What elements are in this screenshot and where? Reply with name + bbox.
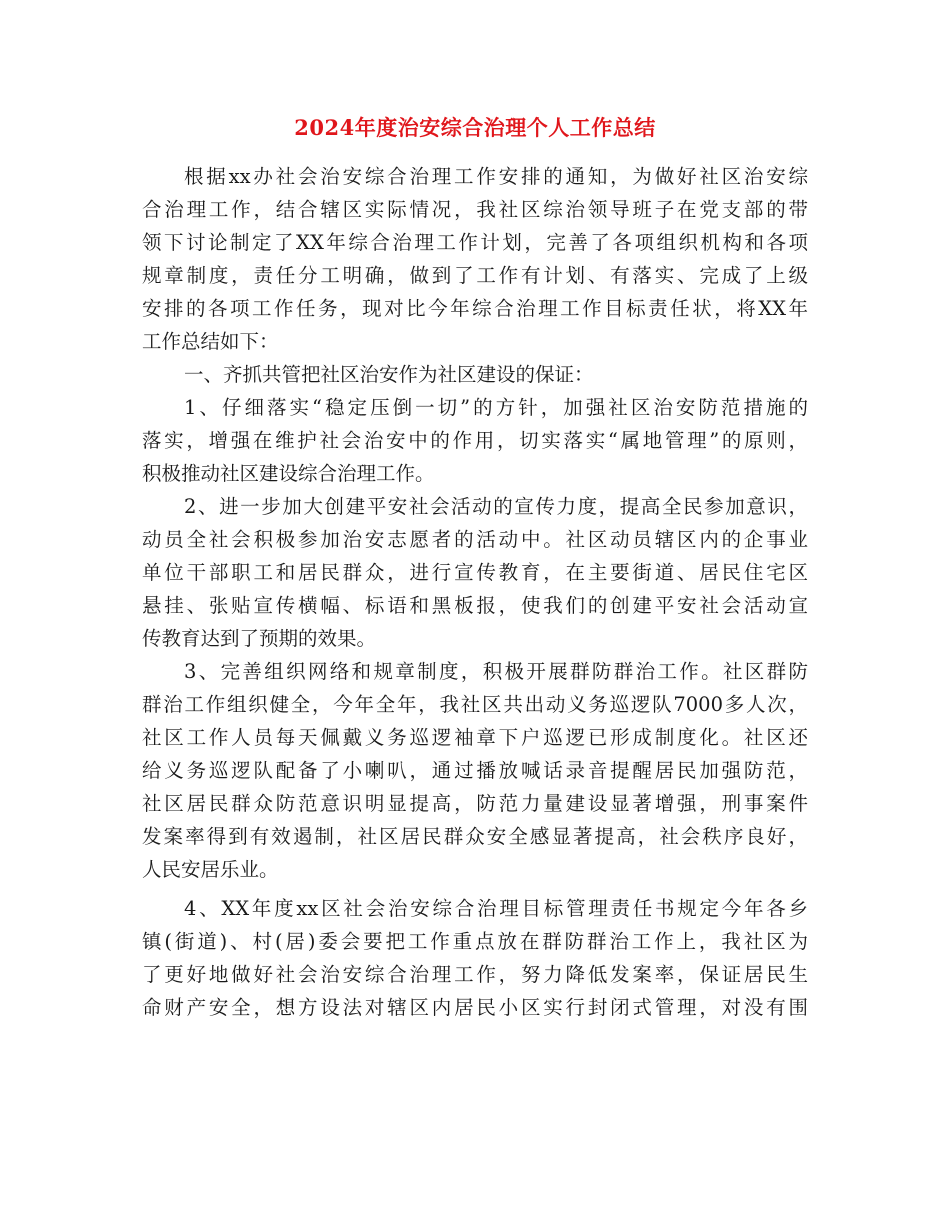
body-line: 传教育达到了预期的效果。	[142, 627, 377, 650]
body-line: 4、XX年度xx区社会治安综合治理目标管理责任书规定今年各乡	[184, 897, 808, 920]
body-line: 人民安居乐业。	[142, 858, 279, 881]
body-line: 单位干部职工和居民群众，进行宣传教育，在主要街道、居民住宅区	[142, 561, 808, 584]
body-line: 群治工作组织健全，今年全年，我社区共出动义务巡逻队7000多人次，	[142, 693, 808, 716]
body-line: 3、完善组织网络和规章制度，积极开展群防群治工作。社区群防	[184, 660, 808, 683]
body-line: 给义务巡逻队配备了小喇叭，通过播放喊话录音提醒居民加强防范，	[142, 759, 808, 782]
document-title: 2024年度治安综合治理个人工作总结	[294, 115, 656, 140]
body-line: 工作总结如下：	[142, 330, 279, 353]
document-body	[142, 160, 808, 1024]
body-line: 落实，增强在维护社会治安中的作用，切实落实“属地管理”的原则，	[142, 429, 808, 452]
body-line: 根据xx办社会治安综合治理工作安排的通知，为做好社区治安综	[184, 165, 808, 188]
body-line: 命财产安全，想方设法对辖区内居民小区实行封闭式管理，对没有围	[142, 996, 808, 1019]
body-line: 了更好地做好社会治安综合治理工作，努力降低发案率，保证居民生	[142, 963, 808, 986]
body-line: 动员全社会积极参加治安志愿者的活动中。社区动员辖区内的企事业	[142, 528, 808, 551]
body-line: 发案率得到有效遏制，社区居民群众安全感显著提高，社会秩序良好，	[142, 825, 808, 848]
body-line: 合治理工作，结合辖区实际情况，我社区综治领导班子在党支部的带	[142, 198, 808, 221]
body-line: 社区居民群众防范意识明显提高，防范力量建设显著增强，刑事案件	[142, 792, 808, 815]
body-line: 镇(街道)、村(居)委会要把工作重点放在群防群治工作上，我社区为	[142, 930, 808, 953]
body-line: 积极推动社区建设综合治理工作。	[142, 462, 435, 485]
body-line: 1、仔细落实“稳定压倒一切”的方针，加强社区治安防范措施的	[184, 396, 808, 419]
body-line: 悬挂、张贴宣传横幅、标语和黑板报，使我们的创建平安社会活动宣	[142, 594, 808, 617]
body-line: 规章制度，责任分工明确，做到了工作有计划、有落实、完成了上级	[142, 264, 808, 287]
body-line: 领下讨论制定了XX年综合治理工作计划，完善了各项组织机构和各项	[142, 231, 808, 254]
section-heading: 一、齐抓共管把社区治安作为社区建设的保证：	[184, 363, 594, 386]
body-line: 社区工作人员每天佩戴义务巡逻袖章下户巡逻已形成制度化。社区还	[142, 726, 808, 749]
body-line: 安排的各项工作任务，现对比今年综合治理工作目标责任状，将XX年	[142, 297, 808, 320]
body-line: 2、进一步加大创建平安社会活动的宣传力度，提高全民参加意识，	[184, 495, 808, 518]
